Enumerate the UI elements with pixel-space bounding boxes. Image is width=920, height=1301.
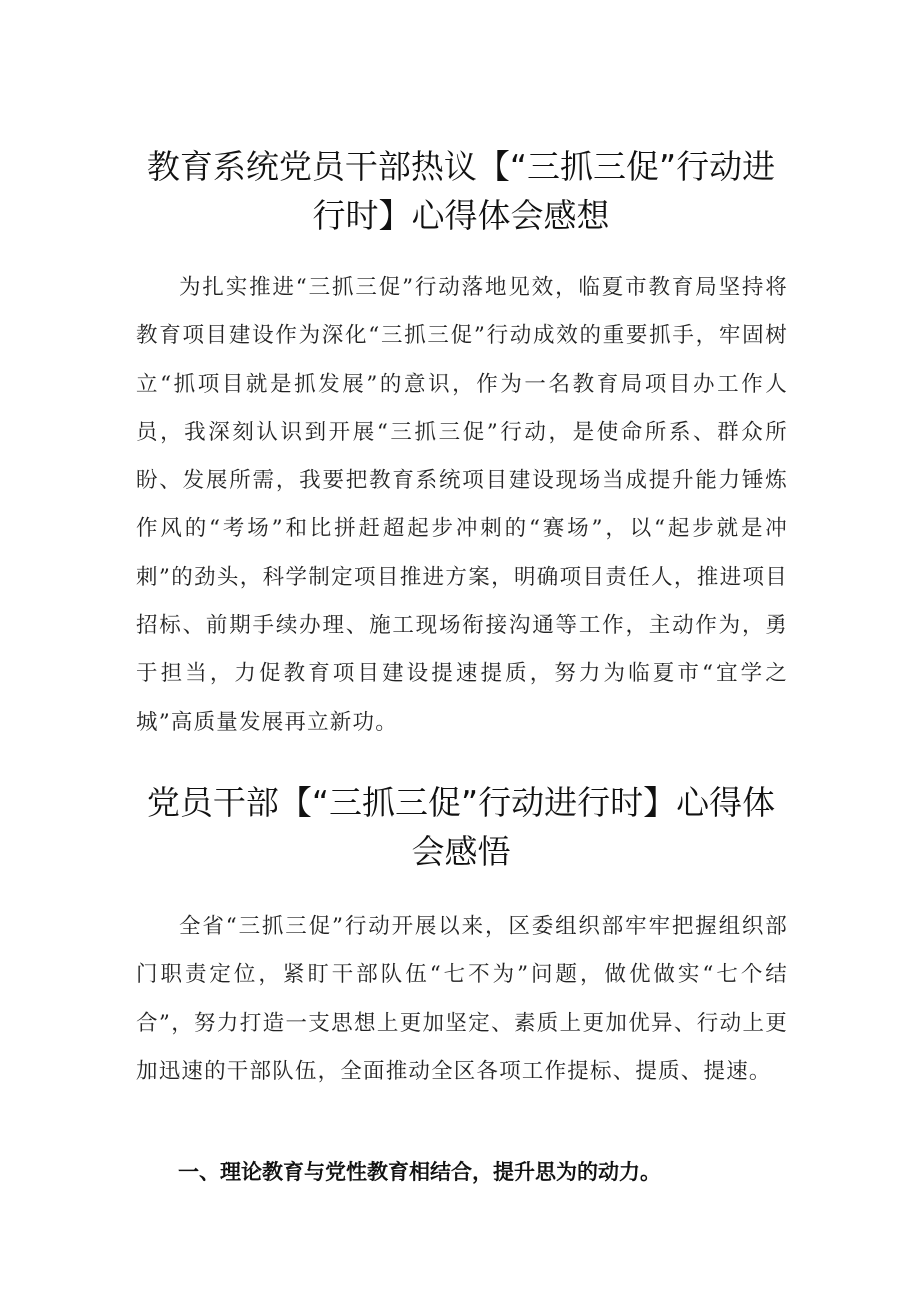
section-subheading: 一、理论教育与党性教育相结合，提升思为的动力。 bbox=[178, 1160, 661, 1184]
document-title-2: 党员干部【“三抓三促”行动进行时】心得体会感悟 bbox=[146, 783, 776, 871]
document-title-1: 教育系统党员干部热议【“三抓三促”行动进行时】心得体会感想 bbox=[146, 147, 776, 235]
body-paragraph-1: 为扎实推进“三抓三促”行动落地见效，临夏市教育局坚持将教育项目建设作为深化“三抓三促”行动成效的重要抓手，牢固树立“抓项目就是抓发展”的意识，作为一名教育局项目办工作人员，我深刻认识到开展“三抓三促”行动，是使命所系、群众所盼、发展所需，我要把教育系统项目建设现场当成提升能力锤炼作风的“考场”和比拼赶超起步冲刺的“赛场”，以“起步就是冲刺”的劲头，科学制定项目推进方案，明确项目责任人，推进项目招标、前期手续办理、施工现场衔接沟通等工作，主动作为，勇于担当，力促教育项目建设提速提质，努力为临夏市“宜学之城”高质量发展再立新功。 bbox=[136, 275, 788, 735]
body-paragraph-2: 全省“三抓三促”行动开展以来，区委组织部牢牢把握组织部门职责定位，紧盯干部队伍“七不为”问题，做优做实“七个结合”，努力打造一支思想上更加坚定、素质上更加优异、行动上更加迅速的干部队伍，全面推动全区各项工作提标、提质、提速。 bbox=[136, 914, 788, 1084]
